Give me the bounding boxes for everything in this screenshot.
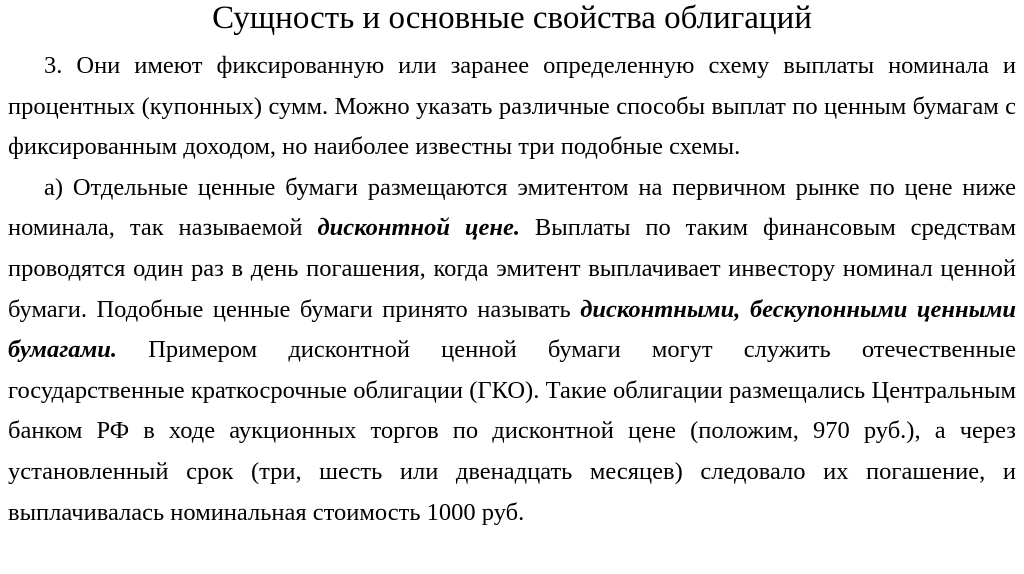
paragraph-text: а) Отдельные ценные бумаги размещаются эмитентом на первичном рынке по цене ниже номинала, так называемой — [8, 173, 1016, 242]
paragraph-discount-bonds — [8, 168, 1016, 533]
emphasis-zero-coupon-bonds: дисконтными, бескупонными ценными бумагами. — [8, 295, 1017, 364]
paragraph-fixed-schemes: 3. Они имеют фиксированную или заранее определенную схему выплаты номинала и процентных (купонных) сумм. Можно указать различные способы выплат по ценным бумагам с фиксированным доходом, но наиболее известны три подобные схемы. — [8, 52, 1016, 161]
paragraph-text: Выплаты по таким финансовым средствам проводятся один раз в день погашения, когда эмитент выплачивает инвестору номинал ценной бумаги. Подобные ценные бумаги принято называть — [8, 214, 1016, 323]
paragraph-text: Примером дисконтной ценной бумаги могут служить отечественные государственные краткосрочные облигации (ГКО). Такие облигации размещались Центральным банком РФ в ходе аукционных торгов по дисконтной цене (положим, 970 руб.), а через установленный срок (три, шесть или двенадцать месяцев) следовало их погашение, и выплачивалась номинальная стоимость 1000 руб. — [8, 336, 1016, 526]
emphasis-discount-price: дисконтной цене. — [317, 214, 520, 242]
slide-title: Сущность и основные свойства облигаций — [212, 0, 812, 36]
slide-body — [8, 46, 1016, 533]
